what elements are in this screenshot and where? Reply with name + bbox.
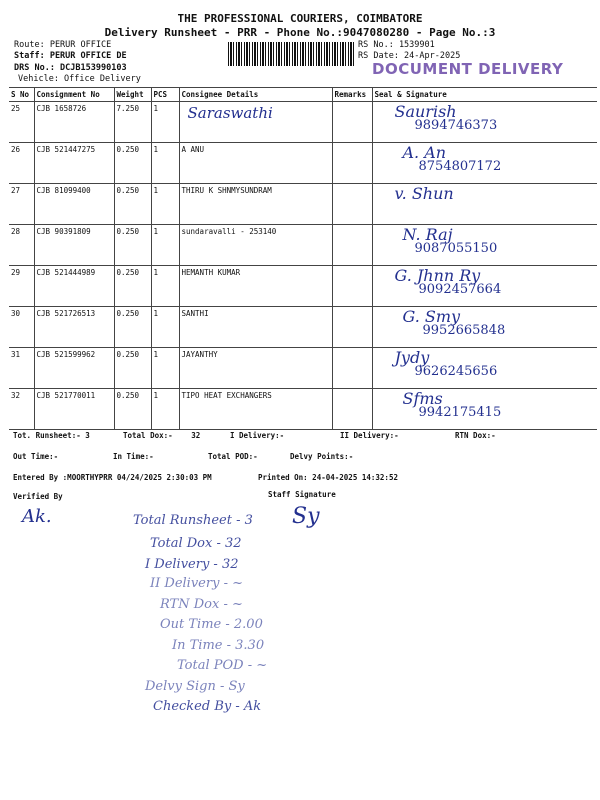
row-consignee: THIRU K SHNMYSUNDRAM (179, 184, 332, 225)
table-row (9, 143, 597, 184)
row-consignment-no: CJB 1658726 (34, 102, 114, 143)
phone-number: 9092457664 (418, 282, 502, 297)
handwritten-note: II Delivery - ~ (150, 576, 243, 591)
handwritten-consignee: Saraswathi (187, 104, 273, 122)
entered-by: Entered By :MOORTHYPRR 04/24/2025 2:30:03 PM (13, 473, 212, 482)
row-sno: 32 (9, 389, 34, 430)
row-remarks (332, 266, 372, 307)
row-sno: 28 (9, 225, 34, 266)
row-weight: 0.250 (114, 225, 151, 266)
row-remarks (332, 184, 372, 225)
drs-text: DRS No.: DCJB153990103 (14, 63, 127, 73)
row-signature (372, 184, 597, 225)
col-remarks: Remarks (332, 88, 372, 102)
row-sno: 25 (9, 102, 34, 143)
document-delivery-stamp: DOCUMENT DELIVERY (372, 60, 564, 78)
row-consignment-no: CJB 521447275 (34, 143, 114, 184)
row-weight: 7.250 (114, 102, 151, 143)
handwritten-note: Delvy Sign - Sy (145, 679, 245, 694)
handwritten-note: I Delivery - 32 (145, 557, 239, 572)
row-consignee: JAYANTHY (179, 348, 332, 389)
row-remarks (332, 389, 372, 430)
row-weight: 0.250 (114, 266, 151, 307)
handwritten-note: Out Time - 2.00 (160, 617, 263, 632)
row-pcs: 1 (151, 184, 179, 225)
row-pcs: 1 (151, 348, 179, 389)
out-time: Out Time:- (13, 452, 59, 461)
row-consignee: A ANU (179, 143, 332, 184)
row-remarks (332, 102, 372, 143)
total-dox-value: 32 (191, 431, 201, 440)
row-sno: 31 (9, 348, 34, 389)
phone-number: 9894746373 (414, 118, 498, 133)
row-consignee: HEMANTH KUMAR (179, 266, 332, 307)
row-pcs: 1 (151, 389, 179, 430)
i-delivery: I Delivery:- (230, 431, 285, 440)
handwritten-note: Total POD - ~ (177, 658, 268, 673)
table-row (9, 225, 597, 266)
phone-number: 8754807172 (418, 159, 502, 174)
row-signature (372, 225, 597, 266)
total-dox (123, 431, 200, 440)
row-consignment-no: CJB 81099400 (34, 184, 114, 225)
staff-signature-mark: Sy (292, 504, 320, 529)
total-pod: Total POD:- (208, 452, 258, 461)
verified-signature: Ak. (22, 506, 52, 527)
signature-mark: Jydy (394, 348, 430, 367)
col-sno: S No (9, 88, 34, 102)
company-title: THE PROFESSIONAL COURIERS, COIMBATORE (177, 12, 423, 25)
staff-signature-label: Staff Signature (268, 490, 336, 499)
rtn-dox: RTN Dox:- (455, 431, 496, 440)
row-weight: 0.250 (114, 389, 151, 430)
signature-mark: G. Jhnn Ry (394, 266, 481, 285)
handwritten-note: In Time - 3.30 (172, 638, 265, 653)
table-row (9, 184, 597, 225)
verified-by-label: Verified By (13, 492, 63, 501)
phone-number: 9087055150 (414, 241, 498, 256)
row-sno: 30 (9, 307, 34, 348)
table-row (9, 389, 597, 430)
col-consignment: Consignment No (34, 88, 114, 102)
col-pcs: PCS (151, 88, 179, 102)
row-weight: 0.250 (114, 143, 151, 184)
row-pcs: 1 (151, 225, 179, 266)
handwritten-note: Checked By - Ak (153, 699, 262, 714)
row-consignment-no: CJB 521444989 (34, 266, 114, 307)
runsheet-subtitle: Delivery Runsheet - PRR - Phone No.:9047080280 - Page No.:3 (104, 26, 496, 39)
row-sno: 26 (9, 143, 34, 184)
col-consignee: Consignee Details (179, 88, 332, 102)
route-text: Route: PERUR OFFICE (14, 40, 112, 50)
handwritten-note: Total Dox - 32 (150, 536, 242, 551)
row-consignment-no: CJB 521599962 (34, 348, 114, 389)
row-consignee (179, 102, 332, 143)
table-row (9, 102, 597, 143)
col-weight: Weight (114, 88, 151, 102)
rs-date-text: RS Date: 24-Apr-2025 (358, 51, 461, 61)
in-time: In Time:- (113, 452, 154, 461)
row-consignment-no: CJB 521770011 (34, 389, 114, 430)
row-remarks (332, 307, 372, 348)
row-pcs: 1 (151, 102, 179, 143)
table-row (9, 307, 597, 348)
phone-number: 9942175415 (418, 405, 502, 420)
table-row (9, 266, 597, 307)
row-consignee: SANTHI (179, 307, 332, 348)
handwritten-note: Total Runsheet - 3 (133, 513, 253, 528)
row-signature (372, 389, 597, 430)
signature-mark: G. Smy (402, 307, 461, 326)
row-weight: 0.250 (114, 348, 151, 389)
staff-text: Staff: PERUR OFFICE DE (14, 51, 127, 61)
vehicle-text: Vehicle: Office Delivery (18, 74, 141, 84)
row-pcs: 1 (151, 266, 179, 307)
row-signature (372, 348, 597, 389)
row-consignee: TIPO HEAT EXCHANGERS (179, 389, 332, 430)
printed-on: Printed On: 24-04-2025 14:32:52 (258, 473, 398, 482)
signature-mark: Sfms (402, 389, 443, 408)
row-remarks (332, 348, 372, 389)
row-weight: 0.250 (114, 184, 151, 225)
signature-mark: v. Shun (394, 184, 454, 203)
delvy-points: Delvy Points:- (290, 452, 354, 461)
row-remarks (332, 225, 372, 266)
signature-mark: Saurish (394, 102, 457, 121)
total-dox-label: Total Dox:- (123, 431, 173, 440)
row-signature (372, 143, 597, 184)
rs-no-text: RS No.: 1539901 (358, 40, 435, 50)
row-weight: 0.250 (114, 307, 151, 348)
row-pcs: 1 (151, 307, 179, 348)
row-sno: 29 (9, 266, 34, 307)
row-signature (372, 307, 597, 348)
row-consignment-no: CJB 521726513 (34, 307, 114, 348)
row-signature (372, 266, 597, 307)
row-consignee: sundaravalli - 253140 (179, 225, 332, 266)
signature-mark: N. Raj (402, 225, 453, 244)
row-pcs: 1 (151, 143, 179, 184)
signature-mark: A. An (402, 143, 447, 162)
phone-number: 9626245656 (414, 364, 498, 379)
table-row (9, 348, 597, 389)
row-signature (372, 102, 597, 143)
barcode (228, 42, 354, 66)
total-runsheet: Tot. Runsheet:- 3 (13, 431, 90, 440)
row-remarks (332, 143, 372, 184)
col-seal-signature: Seal & Signature (372, 88, 597, 102)
ii-delivery: II Delivery:- (340, 431, 399, 440)
row-sno: 27 (9, 184, 34, 225)
consignment-table (9, 87, 597, 430)
row-consignment-no: CJB 90391809 (34, 225, 114, 266)
handwritten-note: RTN Dox - ~ (160, 597, 243, 612)
phone-number: 9952665848 (422, 323, 506, 338)
